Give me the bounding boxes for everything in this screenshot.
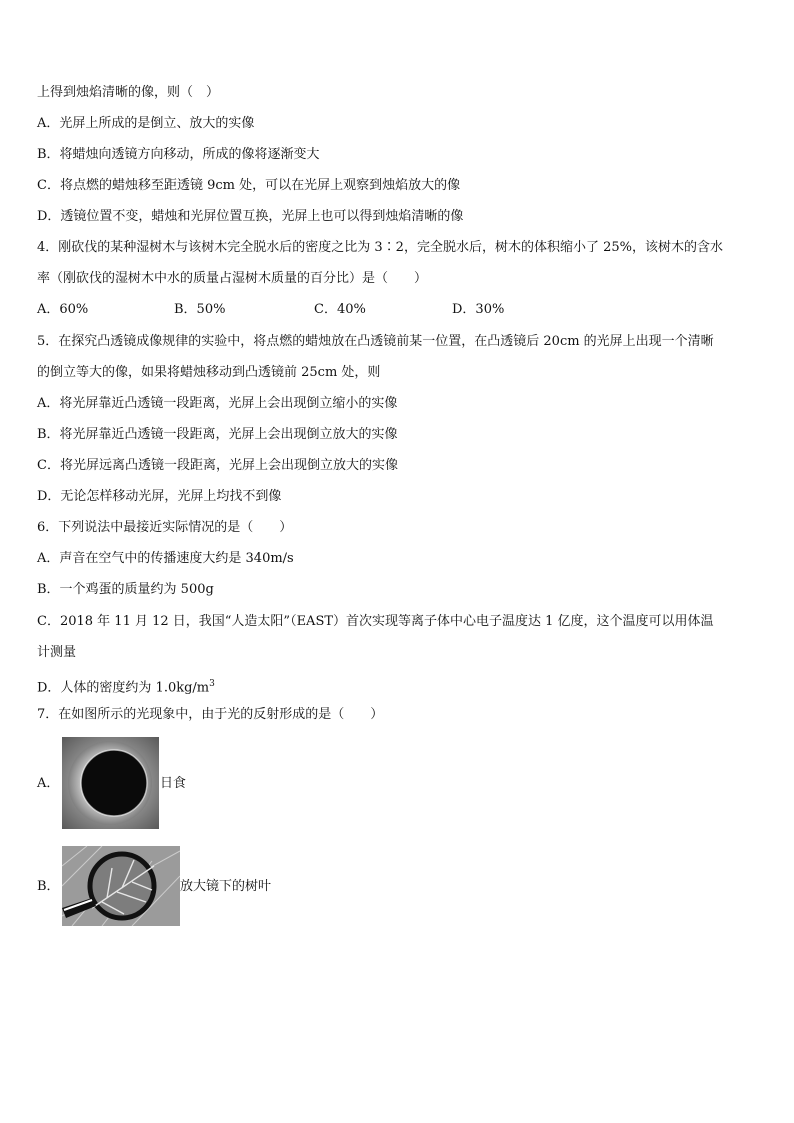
q7-option-b-caption: 放大镜下的树叶 bbox=[180, 879, 272, 894]
q7-option-b-label: B． bbox=[37, 879, 60, 894]
q4-option-a: A．60% bbox=[37, 302, 89, 317]
q4-option-d: D．30% bbox=[452, 302, 505, 317]
q3-stem-continuation: 上得到烛焰清晰的像，则（ ） bbox=[37, 85, 220, 100]
q5-option-b: B．将光屏靠近凸透镜一段距离，光屏上会出现倒立放大的实像 bbox=[37, 427, 398, 442]
q3-option-a: A．光屏上所成的是倒立、放大的实像 bbox=[37, 116, 255, 131]
magnified-leaf-image bbox=[62, 846, 180, 926]
q5-option-d: D．无论怎样移动光屏，光屏上均找不到像 bbox=[37, 489, 282, 504]
q5-stem-line-1: 5．在探究凸透镜成像规律的实验中，将点燃的蜡烛放在凸透镜前某一位置，在凸透镜后 20cm 的光屏上出现一个清晰 bbox=[37, 334, 714, 349]
q4-option-c: C．40% bbox=[314, 302, 366, 317]
q4-option-b: B．50% bbox=[174, 302, 226, 317]
q6-option-d bbox=[37, 675, 215, 697]
q5-stem-line-2: 的倒立等大的像，如果将蜡烛移动到凸透镜前 25cm 处，则 bbox=[37, 365, 381, 380]
q7-stem: 7．在如图所示的光现象中，由于光的反射形成的是（ ） bbox=[37, 707, 384, 722]
q6-option-c-line-1: C．2018 年 11 月 12 日，我国“人造太阳”（EAST）首次实现等离子体中心电子温度达 1 亿度，这个温度可以用体温 bbox=[37, 614, 714, 629]
q5-option-c: C．将光屏远离凸透镜一段距离，光屏上会出现倒立放大的实像 bbox=[37, 458, 398, 473]
q6-option-a: A．声音在空气中的传播速度大约是 340m/s bbox=[37, 551, 294, 566]
q6-option-d-text: D．人体的密度约为 1.0kg/m bbox=[37, 680, 210, 696]
q7-option-a-caption: 日食 bbox=[160, 776, 187, 791]
q5-option-a: A．将光屏靠近凸透镜一段距离，光屏上会出现倒立缩小的实像 bbox=[37, 396, 398, 411]
q4-options bbox=[37, 301, 737, 319]
q7-option-a-label: A． bbox=[37, 776, 60, 791]
solar-eclipse-image bbox=[62, 737, 159, 829]
q4-stem-line-1: 4．刚砍伐的某种湿树木与该树木完全脱水后的密度之比为 3∶2，完全脱水后，树木的体积缩小了 25%，该树木的含水 bbox=[37, 240, 723, 255]
q4-stem-line-2: 率（刚砍伐的湿树木中水的质量占湿树木质量的百分比）是（ ） bbox=[37, 271, 428, 286]
q6-option-b: B．一个鸡蛋的质量约为 500g bbox=[37, 582, 214, 597]
q3-option-b: B．将蜡烛向透镜方向移动，所成的像将逐渐变大 bbox=[37, 147, 320, 162]
q6-stem: 6．下列说法中最接近实际情况的是（ ） bbox=[37, 520, 293, 535]
q3-option-d: D．透镜位置不变，蜡烛和光屏位置互换，光屏上也可以得到烛焰清晰的像 bbox=[37, 209, 464, 224]
q3-option-c: C．将点燃的蜡烛移至距透镜 9cm 处，可以在光屏上观察到烛焰放大的像 bbox=[37, 178, 461, 193]
q6-option-c-line-2: 计测量 bbox=[37, 645, 77, 660]
q6-option-d-superscript: 3 bbox=[209, 679, 215, 689]
